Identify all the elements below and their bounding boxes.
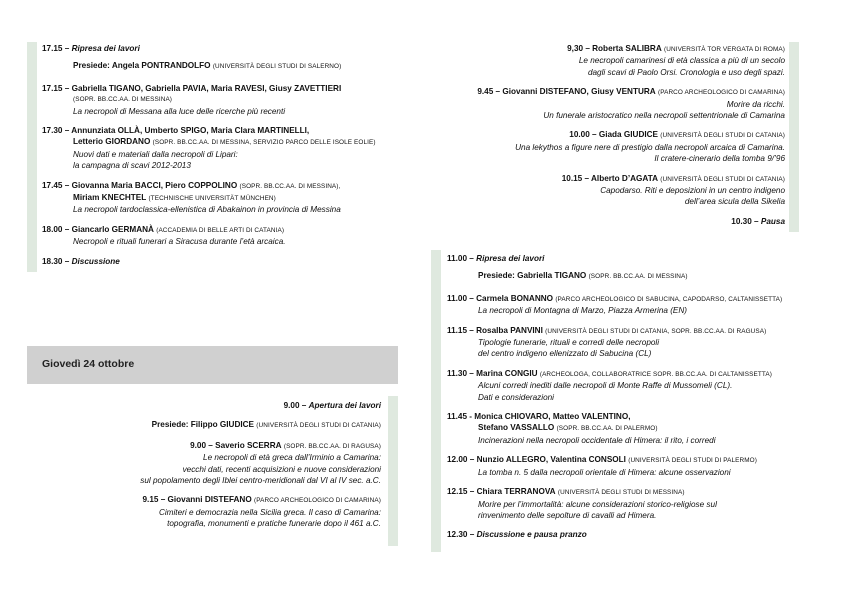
talk-entry: 9.45 – Giovanni DISTEFANO, Giusy VENTURA (PARCO ARCHEOLOGICO DI CAMARINA) Morire da ricchi. Un funerale aristocratico nella necropoli settentrionale di Camarina bbox=[477, 87, 785, 121]
talk-entry: 11.15 – Rosalba PANVINI (UNIVERSITÀ DEGLI STUDI DI CATANIA, SOPR. BB.CC.AA. DI RAGUSA) Tipologie funerarie, rituali e corredi delle necropoli del centro indigeno ellenizzato di Sabucina (CL) bbox=[447, 325, 767, 359]
talk-entry: 11.45 - Monica CHIOVARO, Matteo VALENTINO, Stefano VASSALLO (SOPR. BB.CC.AA. DI PALERMO) Incinerazioni nella necropoli occidentale di Himera: il rito, i corredi bbox=[447, 412, 716, 445]
talk-entry: 18.00 – Giancarlo GERMANÀ (ACCADEMIA DI BELLE ARTI DI CATANIA) Necropoli e rituali funerari a Siracusa durante l’età arcaica. bbox=[42, 224, 286, 247]
session-resume: 17.15 – Ripresa dei lavori bbox=[42, 44, 140, 53]
day-title: Giovedì 24 ottobre bbox=[42, 358, 135, 370]
right-top-accent-bar bbox=[789, 42, 799, 232]
session-lunch: 12.30 – Discussione e pausa pranzo bbox=[447, 530, 587, 540]
session-resume: 11.00 – Ripresa dei lavori bbox=[447, 254, 545, 263]
talk-entry: 11.00 – Carmela BONANNO (PARCO ARCHEOLOGICO DI SABUCINA, CAPODARSO, CALTANISSETTA) La necropoli di Montagna di Marzo, Piazza Armerina (EN) bbox=[447, 293, 783, 316]
left-top-accent-bar bbox=[27, 42, 37, 272]
day-header bbox=[27, 346, 398, 384]
talk-entry: 12.00 – Nunzio ALLEGRO, Valentina CONSOLI (UNIVERSITÀ DEGLI STUDI DI PALERMO) La tomba n. 5 dalla necropoli orientale di Himera: alcune osservazioni bbox=[447, 455, 757, 477]
session-opening: 9.00 – Apertura dei lavori bbox=[283, 401, 381, 410]
talk-entry: 11.30 – Marina CONGIU (ARCHEOLOGA, COLLABORATRICE SOPR. BB.CC.AA. DI CALTANISSETTA) Alcuni corredi inediti dalle necropoli di Monte Raffe di Mussomeli (CL). Dati e considerazioni bbox=[447, 368, 773, 402]
talk-entry: 17.15 – Gabriella TIGANO, Gabriella PAVIA, Maria RAVESI, Giusy ZAVETTIERI (SOPR. BB.CC.AA. DI MESSINA) La necropoli di Messana alla luce delle ricerche più recenti bbox=[42, 83, 342, 116]
talk-entry: 17.30 – Annunziata OLLÀ, Umberto SPIGO, Maria Clara MARTINELLI, Letterio GIORDANO (SOPR. BB.CC.AA. DI MESSINA, SERVIZIO PARCO DELLE ISOLE EOLIE) Nuovi dati e materiali dalla necropoli di Lipari: la campagna di scavi 2012-2013 bbox=[42, 126, 376, 171]
left-bottom-accent-bar bbox=[388, 396, 398, 546]
right-top-schedule bbox=[440, 43, 785, 235]
right-bottom-schedule bbox=[447, 253, 797, 549]
talk-entry: 9,30 – Roberta SALIBRA (UNIVERSITÀ TOR VERGATA DI ROMA) Le necropoli camarinesi di età classica a più di un secolo dagli scavi di Paolo Orsi. Cronologia e uso degli spazi. bbox=[567, 44, 785, 77]
session-chair: Presiede: Gabriella TIGANO (SOPR. BB.CC.AA. DI MESSINA) bbox=[478, 271, 688, 281]
session-chair: Presiede: Angela PONTRANDOLFO (UNIVERSITÀ DEGLI STUDI DI SALERNO) bbox=[73, 61, 342, 71]
right-bottom-accent-bar bbox=[431, 250, 441, 552]
left-bottom-schedule bbox=[60, 400, 381, 538]
talk-entry: 9.00 – Saverio SCERRA (SOPR. BB.CC.AA. DI RAGUSA) Le necropoli di età greca dall’Irminio a Camarina: vecchi dati, recenti acquisizioni e nuove considerazioni sul popolamento degli Iblei centro-meridionali dal VI al IV sec. a.C. bbox=[140, 440, 381, 486]
left-top-schedule bbox=[42, 43, 392, 275]
talk-entry: 17.45 – Giovanna Maria BACCI, Piero COPPOLINO (SOPR. BB.CC.AA. DI MESSINA), Miriam KNECHTEL (TECHNISCHE UNIVERSITÄT MÜNCHEN) La necropoli tardoclassica-ellenistica di Abakainon in provincia di Messina bbox=[42, 180, 341, 215]
talk-entry: 12.15 – Chiara TERRANOVA (UNIVERSITÀ DEGLI STUDI DI MESSINA) Morire per l’immortalità: alcune considerazioni storico-religiose sul rinvenimento delle sepolture di cavalli ad Himera. bbox=[447, 487, 717, 520]
session-break: 10.30 – Pausa bbox=[731, 216, 785, 226]
session-discussion: 18.30 – Discussione bbox=[42, 256, 120, 266]
talk-entry: 9.15 – Giovanni DISTEFANO (PARCO ARCHEOLOGICO DI CAMARINA) Cimiteri e democrazia nella Sicilia greca. Il caso di Camarina: topografia, monumenti e pratiche funerarie dopo il 461 a.C. bbox=[142, 495, 381, 529]
talk-entry: 10.15 – Alberto D’AGATA (UNIVERSITÀ DEGLI STUDI DI CATANIA) Capodarso. Riti e deposizioni in un centro indigeno dell’area sicula della Sikelia bbox=[561, 173, 785, 207]
session-chair: Presiede: Filippo GIUDICE (UNIVERSITÀ DEGLI STUDI DI CATANIA) bbox=[151, 420, 381, 430]
talk-entry: 10.00 – Giada GIUDICE (UNIVERSITÀ DEGLI STUDI DI CATANIA) Una lekythos a figure nere di prestigio dalla necropoli arcaica di Camarina. Il cratere-cinerario della tomba 9/’96 bbox=[515, 130, 785, 164]
